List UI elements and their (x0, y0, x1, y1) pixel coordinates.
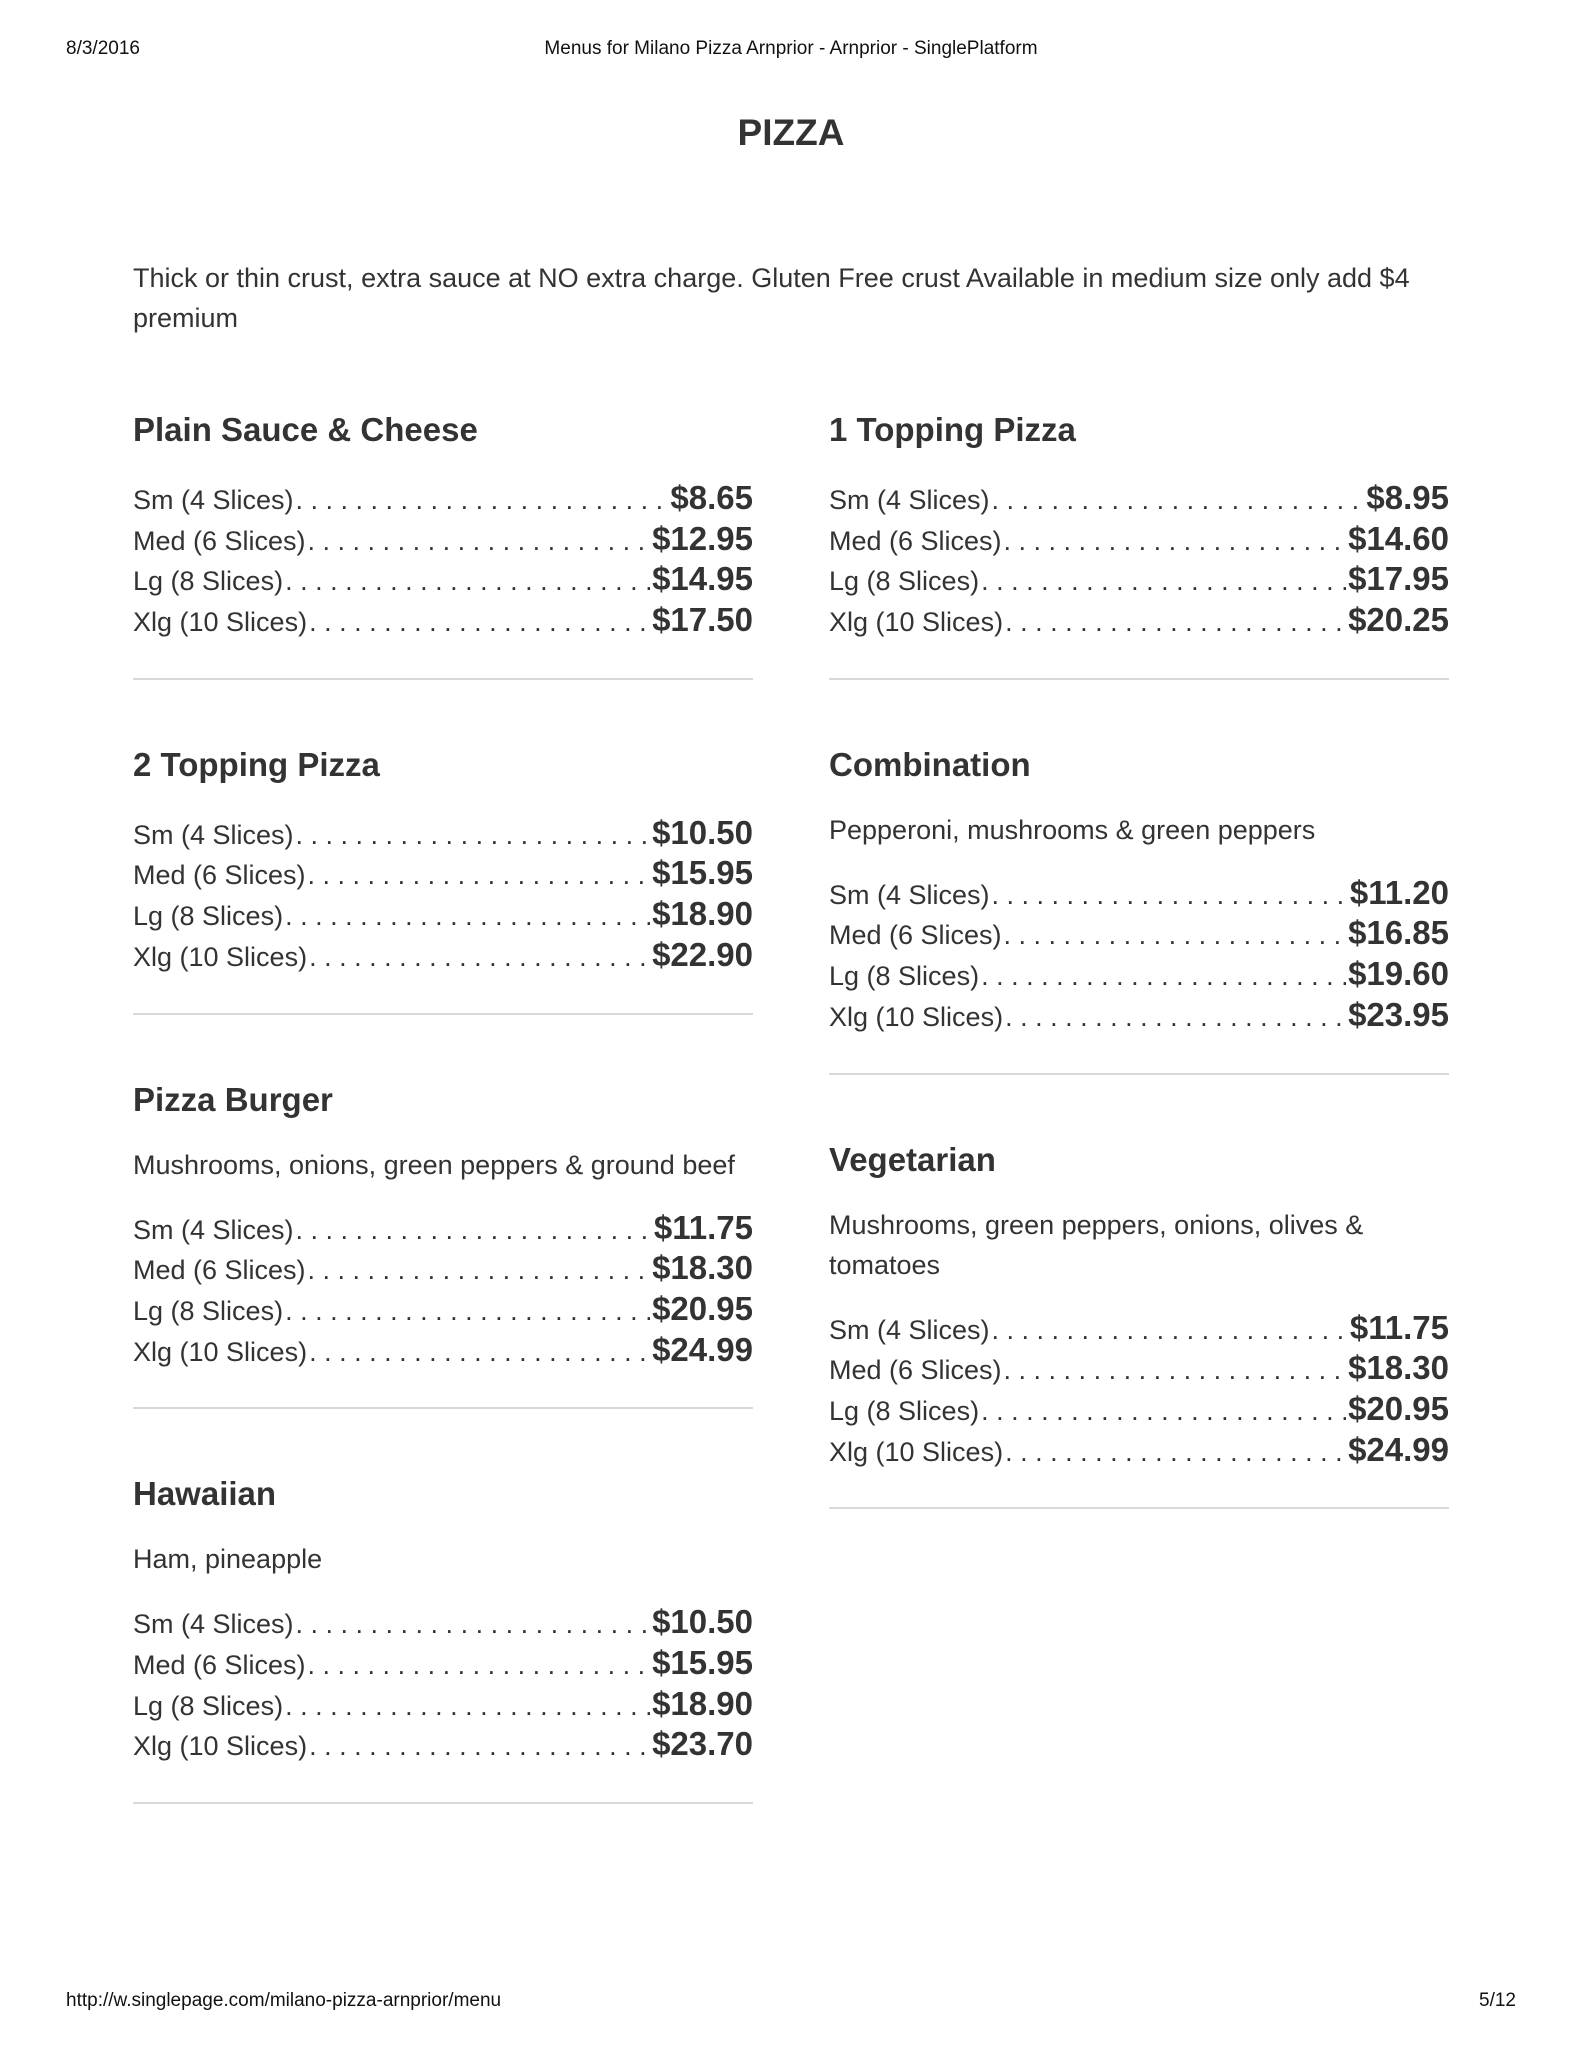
item-divider (829, 1507, 1449, 1509)
item-divider (829, 678, 1449, 680)
size-label: Xlg (10 Slices) (133, 607, 308, 638)
size-label: Med (6 Slices) (829, 1355, 1002, 1386)
price-value: $14.95 (652, 560, 753, 598)
item-divider (133, 1407, 753, 1409)
price-value: $23.95 (1348, 995, 1449, 1033)
price-row (829, 874, 1449, 915)
dot-leader (1005, 1002, 1346, 1033)
size-label: Lg (8 Slices) (133, 901, 284, 932)
price-list (829, 1309, 1449, 1472)
size-label: Lg (8 Slices) (829, 1395, 980, 1426)
price-value: $12.95 (652, 519, 753, 557)
menu-item-name: Hawaiian (133, 1475, 277, 1513)
price-row (133, 560, 753, 601)
dot-leader (285, 901, 650, 932)
menu-item-name: 2 Topping Pizza (133, 745, 380, 783)
menu-item (829, 740, 1449, 1075)
dot-leader (992, 880, 1348, 911)
price-row (133, 1331, 753, 1372)
dot-leader (296, 485, 669, 516)
price-value: $10.50 (652, 1603, 753, 1641)
size-label: Xlg (10 Slices) (133, 941, 308, 972)
menu-item (829, 405, 1449, 680)
size-label: Sm (4 Slices) (133, 819, 294, 850)
print-header (66, 38, 1516, 64)
price-value: $20.95 (1348, 1389, 1449, 1427)
size-label: Med (6 Slices) (133, 1649, 306, 1680)
dot-leader (309, 607, 650, 638)
menu-item-name: Combination (829, 745, 1031, 783)
price-list (133, 1209, 753, 1372)
price-list (133, 479, 753, 642)
print-footer (66, 1990, 1516, 2016)
dot-leader (992, 1315, 1348, 1346)
section-description: Thick or thin crust, extra sauce at NO extra charge. Gluten Free crust Available in medium size only add $4 premium (133, 263, 1410, 333)
size-label: Med (6 Slices) (829, 920, 1002, 951)
menu-item-description: Mushrooms, green peppers, onions, olives & tomatoes (829, 1209, 1364, 1280)
size-label: Lg (8 Slices) (133, 566, 284, 597)
menu-item-name: 1 Topping Pizza (829, 411, 1076, 448)
dot-leader (285, 1296, 650, 1327)
price-value: $14.60 (1348, 519, 1449, 557)
dot-leader (1004, 920, 1347, 951)
price-value: $11.20 (1349, 873, 1449, 911)
size-label: Sm (4 Slices) (829, 485, 990, 515)
item-divider (829, 1073, 1449, 1075)
size-label: Xlg (10 Slices) (133, 1336, 308, 1367)
dot-leader (1005, 607, 1346, 638)
dot-leader (992, 485, 1365, 516)
price-row (133, 520, 753, 561)
dot-leader (309, 942, 650, 973)
dot-leader (296, 1609, 651, 1640)
menu-item (133, 1469, 753, 1804)
menu-item (133, 405, 753, 680)
price-row (829, 1431, 1449, 1472)
dot-leader (309, 1731, 650, 1762)
page-number: 5/12 (1479, 1990, 1516, 2011)
price-row (133, 1603, 753, 1644)
size-label: Lg (8 Slices) (829, 961, 980, 992)
size-label: Sm (4 Slices) (829, 879, 990, 910)
price-value: $15.95 (652, 1643, 753, 1681)
size-label: Med (6 Slices) (133, 860, 306, 891)
price-value: $22.90 (652, 935, 753, 973)
menu-item (829, 1135, 1449, 1510)
price-row (829, 1309, 1449, 1350)
dot-leader (1004, 1355, 1347, 1386)
page-url: http://w.singlepage.com/milano-pizza-arnprior/menu (66, 1990, 502, 2011)
price-row (829, 955, 1449, 996)
price-row (133, 1644, 753, 1685)
menu-item-description: Ham, pineapple (133, 1544, 323, 1575)
menu-item (133, 1075, 753, 1410)
price-value: $18.90 (652, 895, 753, 933)
dot-leader (981, 1396, 1346, 1427)
price-row (133, 936, 753, 977)
price-row (829, 996, 1449, 1037)
size-label: Xlg (10 Slices) (829, 1001, 1004, 1032)
price-list (829, 479, 1449, 642)
size-label: Med (6 Slices) (829, 525, 1002, 556)
price-row (829, 560, 1449, 601)
price-row (133, 1249, 753, 1290)
price-value: $17.50 (652, 601, 753, 639)
dot-leader (296, 1215, 652, 1246)
size-label: Sm (4 Slices) (133, 485, 294, 515)
print-date: 8/3/2016 (66, 38, 140, 59)
price-value: $18.30 (1348, 1349, 1449, 1387)
price-value: $19.60 (1348, 955, 1449, 993)
dot-leader (981, 566, 1346, 597)
size-label: Med (6 Slices) (133, 1255, 306, 1286)
price-row (829, 601, 1449, 642)
price-row (133, 1290, 753, 1331)
dot-leader (981, 961, 1346, 992)
item-divider (133, 1013, 753, 1015)
price-list (133, 814, 753, 977)
price-row (133, 895, 753, 936)
price-value: $10.50 (652, 813, 753, 851)
price-row (829, 1349, 1449, 1390)
size-label: Lg (8 Slices) (133, 1295, 284, 1326)
price-row (829, 479, 1449, 520)
item-divider (133, 1802, 753, 1804)
price-row (133, 479, 753, 520)
menu-item-name: Plain Sauce & Cheese (133, 411, 478, 448)
dot-leader (308, 1650, 651, 1681)
price-value: $20.95 (652, 1289, 753, 1327)
price-row (133, 854, 753, 895)
price-value: $18.90 (652, 1684, 753, 1722)
menu-item-description: Pepperoni, mushrooms & green peppers (829, 814, 1316, 845)
price-list (829, 874, 1449, 1037)
price-value: $20.25 (1348, 601, 1449, 639)
dot-leader (308, 1255, 651, 1286)
size-label: Lg (8 Slices) (829, 566, 980, 597)
dot-leader (285, 1691, 650, 1722)
price-row (829, 1390, 1449, 1431)
price-value: $18.30 (652, 1249, 753, 1287)
price-value: $17.95 (1348, 560, 1449, 598)
price-row (133, 1685, 753, 1726)
size-label: Sm (4 Slices) (133, 1609, 294, 1640)
price-row (829, 914, 1449, 955)
size-label: Xlg (10 Slices) (829, 1436, 1004, 1467)
menu-item-name: Pizza Burger (133, 1080, 333, 1118)
price-row (133, 1209, 753, 1250)
dot-leader (308, 526, 651, 557)
section-title: PIZZA (737, 112, 845, 153)
price-row (133, 814, 753, 855)
price-value: $8.65 (670, 479, 753, 516)
item-divider (133, 678, 753, 680)
price-value: $8.95 (1366, 479, 1449, 516)
menu-column-left (133, 405, 753, 1864)
price-row (133, 1725, 753, 1766)
price-value: $15.95 (652, 854, 753, 892)
menu-item (133, 740, 753, 1015)
price-value: $11.75 (653, 1208, 753, 1246)
menu-item-description: Mushrooms, onions, green peppers & ground beef (133, 1149, 735, 1180)
price-value: $24.99 (652, 1330, 753, 1368)
price-row (829, 520, 1449, 561)
price-value: $23.70 (652, 1725, 753, 1763)
price-value: $11.75 (1349, 1308, 1449, 1346)
dot-leader (1004, 526, 1347, 557)
dot-leader (1005, 1437, 1346, 1468)
price-value: $24.99 (1348, 1430, 1449, 1468)
price-list (133, 1603, 753, 1766)
size-label: Sm (4 Slices) (133, 1214, 294, 1245)
size-label: Lg (8 Slices) (133, 1690, 284, 1721)
price-row (133, 601, 753, 642)
dot-leader (296, 820, 651, 851)
size-label: Xlg (10 Slices) (133, 1731, 308, 1762)
dot-leader (309, 1337, 650, 1368)
size-label: Med (6 Slices) (133, 525, 306, 556)
size-label: Sm (4 Slices) (829, 1314, 990, 1345)
price-value: $16.85 (1348, 914, 1449, 952)
menu-item-name: Vegetarian (829, 1140, 996, 1178)
dot-leader (285, 566, 650, 597)
document-title: Menus for Milano Pizza Arnprior - Arnprior - SinglePlatform (544, 38, 1038, 59)
size-label: Xlg (10 Slices) (829, 607, 1004, 638)
menu-column-right (829, 405, 1449, 1569)
dot-leader (308, 860, 651, 891)
